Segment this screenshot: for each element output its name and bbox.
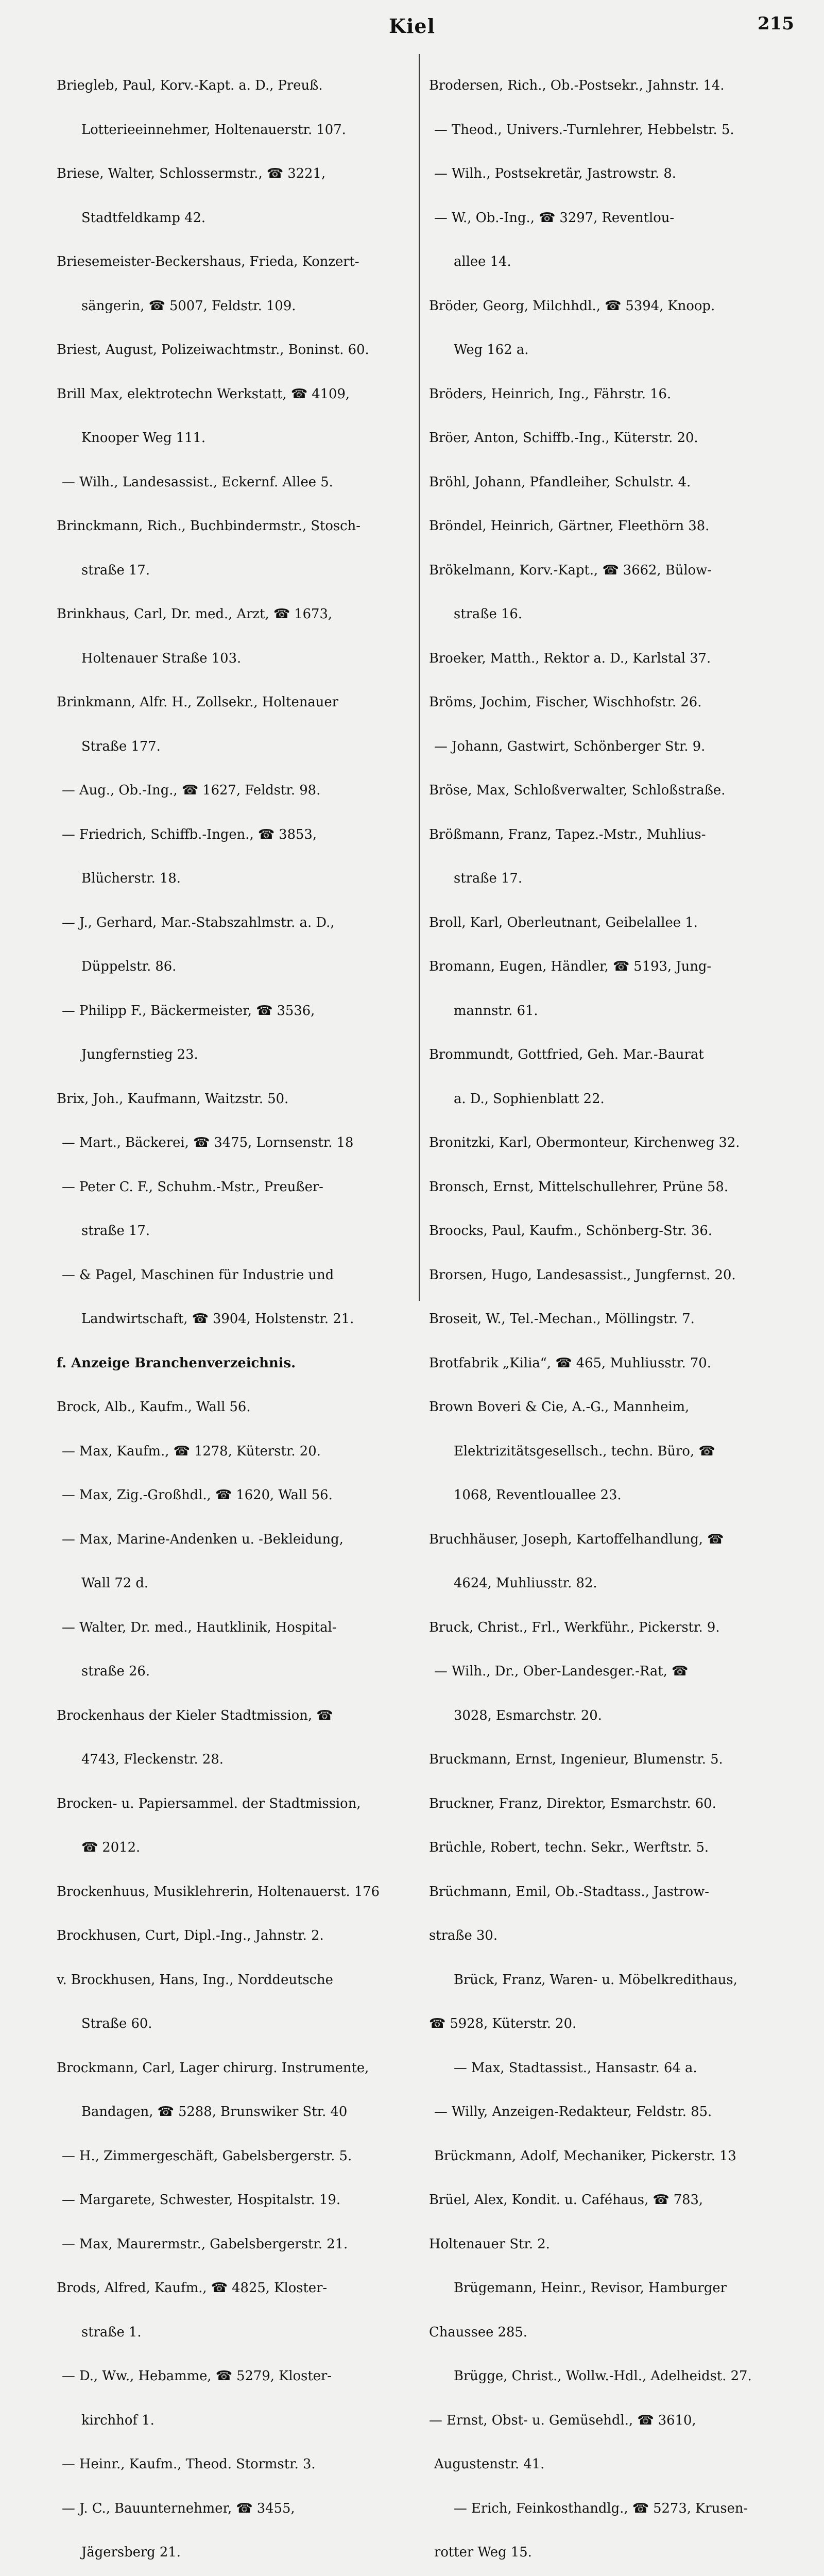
entry-line: Brökelmann, Korv.-Kapt., ☎ 3662, Bülow- [429,562,712,578]
entry-line: Bruchhäuser, Joseph, Kartoffelhandlung, ☎ [429,1531,724,1547]
entry-line: Broeker, Matth., Rektor a. D., Karlstal 37. [429,650,711,666]
entry-line: Straße 177. [81,738,161,754]
entry-line: Bronitzki, Karl, Obermonteur, Kirchenweg 32. [429,1135,740,1150]
entry-line: Brommundt, Gottfried, Geh. Mar.-Baurat [429,1047,704,1062]
entry-line: Bruckmann, Ernst, Ingenieur, Blumenstr. 5. [429,1752,723,1767]
entry-line: — H., Zimmergeschäft, Gabelsbergerstr. 5. [62,2148,352,2164]
entry-line: — Walter, Dr. med., Hautklinik, Hospital- [62,1619,337,1635]
entry-line: Brößmann, Franz, Tapez.-Mstr., Muhlius- [429,826,706,842]
entry-line: Holtenauer Straße 103. [81,650,242,666]
entry-line: Brückmann, Adolf, Mechaniker, Pickerstr. 13 [434,2148,736,2164]
entry-line: 4743, Fleckenstr. 28. [81,1752,224,1767]
entry-line: — Max, Kaufm., ☎ 1278, Küterstr. 20. [62,1443,321,1459]
entry-line: straße 16. [454,606,523,622]
entry-line: Brüchmann, Emil, Ob.-Stadtass., Jastrow- [429,1884,709,1900]
entry-line: — Margarete, Schwester, Hospitalstr. 19. [62,2192,341,2208]
entry-line: Brods, Alfred, Kaufm., ☎ 4825, Kloster- [57,2280,328,2296]
entry-line: Bruck, Christ., Frl., Werkführ., Pickerstr. 9. [429,1619,720,1635]
entry-line: Holtenauer Str. 2. [429,2236,550,2252]
entry-line: Brocken- u. Papiersammel. der Stadtmission, [57,1795,361,1811]
entry-line: Brorsen, Hugo, Landesassist., Jungfernst. 20. [429,1267,736,1283]
entry-line: straße 17. [454,871,523,886]
entry-line: — Aug., Ob.-Ing., ☎ 1627, Feldstr. 98. [62,783,321,798]
entry-line: — Heinr., Kaufm., Theod. Stormstr. 3. [62,2456,316,2472]
page-number: 215 [758,13,794,34]
entry-line: — Philipp F., Bäckermeister, ☎ 3536, [62,1003,315,1019]
entry-line: Bröder, Georg, Milchhdl., ☎ 5394, Knoop. [429,298,715,314]
entry-line: straße 17. [81,1223,150,1239]
entry-line: Bröms, Jochim, Fischer, Wischhofstr. 26. [429,694,702,710]
entry-line: — Johann, Gastwirt, Schönberger Str. 9. [434,738,706,754]
entry-line: Bandagen, ☎ 5288, Brunswiker Str. 40 [81,2104,348,2120]
entry-line: Brix, Joh., Kaufmann, Waitzstr. 50. [57,1091,289,1107]
entry-line: Brinkmann, Alfr. H., Zollsekr., Holtenauer [57,694,338,710]
entry-line: — Max, Stadtassist., Hansastr. 64 a. [454,2060,697,2076]
entry-line: rotter Weg 15. [434,2545,532,2560]
entry-line: Brügge, Christ., Wollw.-Hdl., Adelheidst. 27. [454,2368,752,2384]
entry-line: straße 1. [81,2324,142,2340]
page-header [0,11,824,42]
entry-line: — Max, Zig.-Großhdl., ☎ 1620, Wall 56. [62,1487,333,1503]
entry-line: — Friedrich, Schiffb.-Ingen., ☎ 3853, [62,826,317,842]
entry-line: Jägersberg 21. [81,2545,181,2560]
entry-line: sängerin, ☎ 5007, Feldstr. 109. [81,298,296,314]
entry-line: ☎ 2012. [81,1840,141,1855]
entry-line: Chaussee 285. [429,2324,527,2340]
entry-line: Broseit, W., Tel.-Mechan., Möllingstr. 7. [429,1311,695,1327]
entry-line: Brüchle, Robert, techn. Sekr., Werftstr. 5. [429,1840,709,1855]
entry-line: Broll, Karl, Oberleutnant, Geibelallee 1. [429,914,698,930]
entry-line: Brinckmann, Rich., Buchbindermstr., Stosch- [57,518,360,534]
entry-line: Augustenstr. 41. [434,2456,545,2472]
entry-line: Elektrizitätsgesellsch., techn. Büro, ☎ [454,1443,715,1459]
entry-line: — Mart., Bäckerei, ☎ 3475, Lornsenstr. 18 [62,1135,354,1150]
entry-line: kirchhof 1. [81,2412,154,2428]
entry-line: Brotfabrik „Kilia“, ☎ 465, Muhliusstr. 70. [429,1355,711,1371]
entry-line: Bröer, Anton, Schiffb.-Ing., Küterstr. 20. [429,430,698,446]
entry-line: — Max, Maurermstr., Gabelsbergerstr. 21. [62,2236,348,2252]
entry-line: — Erich, Feinkosthandlg., ☎ 5273, Krusen- [454,2500,748,2516]
page-title: Kiel [388,14,436,38]
entry-line: a. D., Sophienblatt 22. [454,1091,605,1107]
entry-line: — Ernst, Obst- u. Gemüsehdl., ☎ 3610, [429,2412,696,2428]
entry-line: Briesemeister-Beckershaus, Frieda, Konzert- [57,254,359,269]
right-column [429,49,792,2576]
entry-line: Brockhusen, Curt, Dipl.-Ing., Jahnstr. 2. [57,1928,324,1943]
entry-line: — J., Gerhard, Mar.-Stabszahlmstr. a. D., [62,914,335,930]
entry-line: allee 14. [454,254,511,269]
entry-line: Brodersen, Rich., Ob.-Postsekr., Jahnstr. 14. [429,78,725,93]
entry-line: straße 30. [429,1928,498,1943]
entry-line: — Wilh., Landesassist., Eckernf. Allee 5. [62,474,333,490]
entry-line: Knooper Weg 111. [81,430,206,446]
entry-line: Brüel, Alex, Kondit. u. Caféhaus, ☎ 783, [429,2192,703,2208]
entry-line: Bronsch, Ernst, Mittelschullehrer, Prüne 58. [429,1179,729,1195]
entry-line: Bröhl, Johann, Pfandleiher, Schulstr. 4. [429,474,691,490]
entry-line: Lotterieeinnehmer, Holtenauerstr. 107. [81,122,346,138]
entry-line: Brock, Alb., Kaufm., Wall 56. [57,1399,251,1415]
entry-line: Wall 72 d. [81,1575,149,1591]
entry-line: 1068, Reventlouallee 23. [454,1487,622,1503]
entry-line: Jungfernstieg 23. [81,1047,198,1062]
entry-line: v. Brockhusen, Hans, Ing., Norddeutsche [57,1972,333,1988]
entry-line: Landwirtschaft, ☎ 3904, Holstenstr. 21. [81,1311,354,1327]
entry-line: — D., Ww., Hebamme, ☎ 5279, Kloster- [62,2368,332,2384]
entry-line: ☎ 5928, Küterstr. 20. [429,2016,577,2031]
entry-line: Brügemann, Heinr., Revisor, Hamburger [454,2280,727,2296]
entry-line: Broocks, Paul, Kaufm., Schönberg-Str. 36. [429,1223,712,1239]
entry-line: — J. C., Bauunternehmer, ☎ 3455, [62,2500,295,2516]
entry-line: Bröders, Heinrich, Ing., Fährstr. 16. [429,386,672,402]
entry-line: Bromann, Eugen, Händler, ☎ 5193, Jung- [429,959,712,974]
entry-line: 4624, Muhliusstr. 82. [454,1575,597,1591]
entry-line: Düppelstr. 86. [81,959,177,974]
entry-line: — Peter C. F., Schuhm.-Mstr., Preußer- [62,1179,323,1195]
entry-line: — Wilh., Dr., Ober-Landesger.-Rat, ☎ [434,1664,689,1679]
entry-line: mannstr. 61. [454,1003,538,1019]
entry-line: Blücherstr. 18. [81,871,181,886]
entry-line: Brinkhaus, Carl, Dr. med., Arzt, ☎ 1673, [57,606,333,622]
entry-line: — Max, Marine-Andenken u. -Bekleidung, [62,1531,344,1547]
entry-line: 3028, Esmarchstr. 20. [454,1707,602,1723]
entry-line: — Theod., Univers.-Turnlehrer, Hebbelstr. 5. [434,122,734,138]
entry-line: — W., Ob.-Ing., ☎ 3297, Reventlou- [434,210,675,226]
entry-line: Brockenhuus, Musiklehrerin, Holtenauerst. 176 [57,1884,380,1900]
entry-line: Briest, August, Polizeiwachtmstr., Boninst. 60. [57,342,369,358]
entry-line: straße 17. [81,562,150,578]
entry-line: f. Anzeige Branchenverzeichnis. [57,1355,296,1371]
entry-line: Briegleb, Paul, Korv.-Kapt. a. D., Preuß. [57,78,323,93]
entry-line: Bröse, Max, Schloßverwalter, Schloßstraße. [429,783,726,798]
entry-line: Weg 162 a. [454,342,529,358]
entry-line: Brown Boveri & Cie, A.-G., Mannheim, [429,1399,690,1415]
entry-line: Brockmann, Carl, Lager chirurg. Instrumente, [57,2060,369,2076]
entry-line: Brockenhaus der Kieler Stadtmission, ☎ [57,1707,333,1723]
entry-line: Brill Max, elektrotechn Werkstatt, ☎ 4109, [57,386,350,402]
left-column [57,49,420,2576]
entry-line: Straße 60. [81,2016,152,2031]
entry-line: Briese, Walter, Schlossermstr., ☎ 3221, [57,166,326,181]
entry-line: straße 26. [81,1664,150,1679]
entry-line: Bruckner, Franz, Direktor, Esmarchstr. 60. [429,1795,716,1811]
entry-line: Stadtfeldkamp 42. [81,210,206,226]
entry-line: Brück, Franz, Waren- u. Möbelkredithaus, [454,1972,737,1988]
entry-line: Bröndel, Heinrich, Gärtner, Fleethörn 38. [429,518,710,534]
entry-line: — & Pagel, Maschinen für Industrie und [62,1267,334,1283]
entry-line: — Wilh., Postsekretär, Jastrowstr. 8. [434,166,676,181]
entry-line: — Willy, Anzeigen-Redakteur, Feldstr. 85. [434,2104,712,2120]
